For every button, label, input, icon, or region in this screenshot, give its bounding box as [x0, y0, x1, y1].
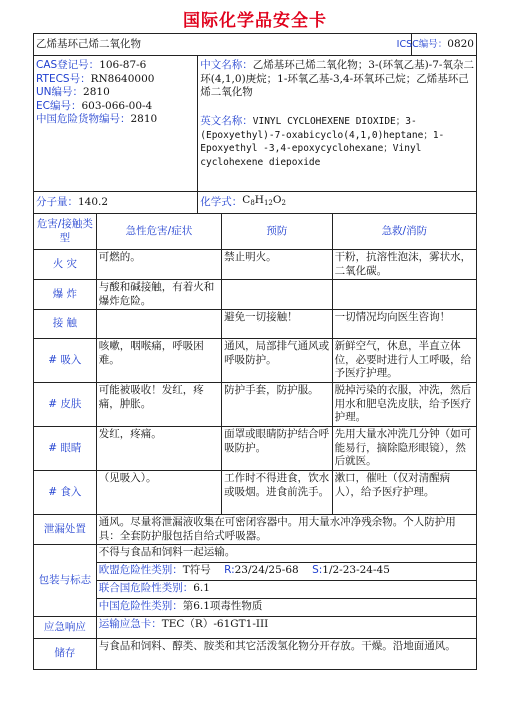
row-prevention: 通风，局部排气通风或呼吸防护。 — [222, 339, 333, 382]
chemical-formula — [198, 192, 476, 213]
storage-label: 储存 — [34, 639, 97, 669]
header-row — [34, 34, 476, 56]
molecular-weight-label: 分子量： — [36, 195, 78, 208]
table-row — [34, 310, 476, 339]
ec-value: 603-066-00-4 — [81, 99, 153, 112]
storage-text: 与食品和饲料、醇类、胺类和其它活泼氢化物分开存放。干燥。沿地面通风。 — [98, 640, 456, 652]
emergency-card — [97, 617, 476, 638]
row-hazard: 可能被吸收！发红，疼痛，肿胀。 — [97, 383, 222, 426]
cn-dangerous-goods-value: 2810 — [130, 113, 158, 125]
table-row — [34, 250, 476, 280]
emergency-row — [34, 617, 476, 639]
table-row — [34, 427, 476, 471]
table-row — [34, 383, 476, 427]
spill-label: 泄漏处置 — [34, 515, 97, 544]
rtecs-label: RTECS号： — [36, 72, 91, 85]
formula-label: 化学式： — [200, 195, 243, 208]
row-type: 爆 炸 — [34, 280, 97, 309]
icsc-value: 0820 — [447, 37, 474, 50]
formula-value: $C_8H_{12}O_2$ — [242, 194, 286, 208]
spill-row — [34, 515, 476, 545]
icsc-sheet — [33, 33, 477, 670]
row-hazard: 与酸和碱接触，有着火和爆炸危险。 — [97, 280, 222, 309]
col-firstaid: 急救/消防 — [381, 224, 428, 237]
cn-class-value: 第6.1项毒性物质 — [182, 600, 263, 612]
row-type: # 眼睛 — [34, 427, 97, 470]
icsc-label: ICSC编号： — [396, 38, 448, 50]
names-block — [198, 56, 476, 191]
row-firstaid: 先用大量水冲洗几分钟（如可能易行，摘除隐形眼镜），然后就医。 — [334, 428, 472, 467]
identifier-block — [34, 56, 198, 191]
row-firstaid: 新鲜空气，休息，半直立体位，必要时进行人工呼吸，给予医疗护理。 — [334, 340, 472, 379]
emergency-label: 应急响应 — [34, 617, 97, 638]
row-prevention — [222, 280, 333, 309]
un-class-value: 6.1 — [193, 582, 210, 594]
r-label: R: — [224, 564, 235, 576]
row-prevention: 面罩或眼睛防护结合呼吸防护。 — [222, 427, 333, 470]
col-prevention: 预防 — [222, 214, 333, 249]
un-classification — [97, 581, 476, 599]
english-name-value: VINYL CYCLOHEXENE DIOXIDE；3-(Epoxyethyl)-7-oxabicyclo(4,1,0)heptane；1-Epoxyethyl -3,4-epoxycyclohexane；Vinyl cyclohexene diepoxide — [200, 116, 445, 168]
row-hazard: （见吸入）。 — [97, 471, 222, 514]
identity-row — [34, 56, 476, 192]
hazard-table-header — [34, 214, 476, 250]
row-prevention: 禁止明火。 — [222, 250, 333, 279]
chinese-name-label: 中文名称： — [200, 59, 253, 71]
table-row — [34, 339, 476, 383]
ec-label: EC编号： — [36, 99, 82, 112]
packaging-row — [34, 545, 476, 617]
emergency-card-label: 运输应急卡： — [98, 618, 162, 630]
molecular-weight-value: 140.2 — [78, 195, 109, 208]
row-hazard — [97, 310, 222, 338]
row-type: 火 灾 — [34, 250, 97, 279]
page-title: 国际化学品安全卡 — [183, 11, 327, 31]
icsc-number — [396, 34, 476, 55]
row-prevention: 避免一切接触！ — [222, 310, 333, 338]
un-class-label: 联合国危险性类别： — [98, 582, 194, 594]
cn-class-label: 中国危险性类别： — [98, 600, 183, 612]
table-row — [34, 471, 476, 515]
cn-dangerous-goods-label: 中国危险货物编号： — [36, 113, 131, 125]
chinese-name — [200, 59, 474, 115]
rtecs-value: RN8640000 — [90, 72, 155, 85]
table-row — [34, 280, 476, 310]
row-type: # 皮肤 — [34, 383, 97, 426]
cn-classification — [97, 599, 476, 615]
row-firstaid — [333, 280, 476, 309]
row-type: # 吸入 — [34, 339, 97, 382]
s-value: 1/2-23-24-45 — [322, 564, 390, 576]
eu-classification — [97, 563, 476, 581]
chinese-name-value: 乙烯基环己烯二氧化物；3-(环氧乙基)-7-氧杂二环(4,1,0)庚烷；1-环氧乙基-3,4-环氧环己烷；乙烯基环己烯二氧化物 — [200, 59, 474, 98]
row-type: 接 触 — [34, 310, 97, 338]
row-firstaid: 漱口，催吐（仅对清醒病人），给予医疗护理。 — [334, 472, 451, 498]
emergency-card-value: TEC（R）-61GT1-III — [161, 618, 269, 630]
english-name-label: 英文名称： — [200, 115, 253, 127]
row-firstaid: 脱掉污染的衣服，冲洗，然后用水和肥皂洗皮肤，给予医疗护理。 — [334, 384, 472, 423]
cas-label: CAS登记号： — [36, 59, 100, 71]
spill-text: 通风。尽量将泄漏液收集在可密闭容器中。用大量水冲净残余物。个人防护用具：全套防护服包括自给式呼吸器。 — [98, 516, 456, 542]
chemical-name: 乙烯基环己烯二氧化物 — [34, 34, 412, 55]
un-value: 2810 — [83, 86, 110, 98]
row-type: # 食入 — [34, 471, 97, 514]
storage-row — [34, 639, 476, 669]
packaging-details — [97, 545, 476, 616]
english-name — [200, 115, 474, 169]
eu-symbol: T符号 — [182, 564, 211, 576]
row-prevention: 工作时不得进食，饮水或吸烟。进食前洗手。 — [222, 471, 333, 514]
eu-label: 欧盟危险性类别： — [98, 564, 183, 576]
molecular-weight — [34, 192, 198, 213]
row-firstaid: 干粉，抗溶性泡沫，雾状水，二氧化碳。 — [334, 251, 472, 277]
col-hazard: 急性危害/症状 — [97, 214, 222, 249]
row-hazard: 咳嗽，咽喉痛，呼吸困难。 — [97, 339, 222, 382]
row-firstaid: 一切情况均向医生咨询！ — [334, 311, 451, 323]
packaging-label: 包装与标志 — [34, 545, 97, 616]
packaging-line1: 不得与食品和饲料一起运输。 — [97, 545, 476, 563]
row-prevention: 防护手套，防护服。 — [222, 383, 333, 426]
s-label: S: — [312, 564, 323, 576]
col-type: 危害/接触类型 — [34, 214, 97, 249]
r-value: 23/24/25-68 — [234, 564, 299, 576]
un-label: UN编号： — [36, 86, 84, 98]
row-hazard: 发红，疼痛。 — [97, 427, 222, 470]
molecular-row — [34, 192, 476, 214]
cas-value: 106-87-6 — [99, 59, 147, 71]
row-hazard: 可燃的。 — [97, 250, 222, 279]
